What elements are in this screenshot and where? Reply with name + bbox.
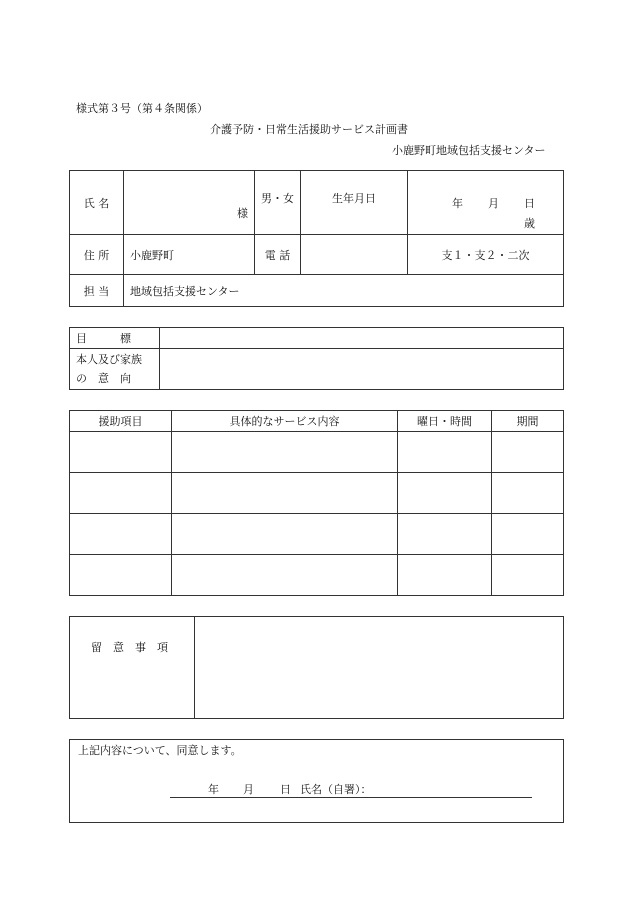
charge-value: 地域包括支援センター [130,284,240,298]
col-header-period [492,411,564,432]
table-row [70,555,564,596]
document-title: 介護予防・日常生活援助サービス計画書 [210,123,408,136]
notes-label-cell [70,617,195,719]
profile-table [69,170,564,307]
gender-options: 男・女 [261,191,294,205]
birth-label: 生年月日 [332,191,376,205]
consent-sign-label: 氏名（自署）： [300,783,372,796]
intent-label-line2: の 意 向 [76,372,131,385]
name-label: 氏 名 [83,196,110,210]
name-field[interactable] [124,171,255,235]
col-header-content [172,411,398,432]
name-label-cell [70,171,124,235]
service-schedule-cell[interactable] [398,473,492,514]
intent-label-cell [70,349,160,390]
age-label: 歳 [524,217,535,230]
charge-label-cell [70,275,124,307]
service-content-cell[interactable] [172,473,398,514]
day-label: 日 [524,197,535,210]
month-label: 月 [488,197,499,210]
care-level-options: 支１・支２・二次 [441,248,530,262]
birth-label-cell [301,171,408,235]
goal-field[interactable] [160,328,564,349]
care-level-field[interactable] [408,235,564,275]
address-field[interactable] [124,235,255,275]
service-schedule-cell[interactable] [398,432,492,473]
charge-label: 担 当 [83,284,110,298]
year-label: 年 [452,197,463,210]
notes-field[interactable] [195,617,564,719]
table-row [70,514,564,555]
birth-date-field[interactable] [408,171,564,235]
goal-label: 目 標 [76,332,131,345]
consent-year-label: 年 [208,783,219,796]
service-item-cell[interactable] [70,514,172,555]
table-row [70,473,564,514]
intent-field[interactable] [160,349,564,390]
service-item-cell[interactable] [70,473,172,514]
service-period-cell[interactable] [492,514,564,555]
address-value: 小鹿野町 [130,248,174,262]
gender-field[interactable] [255,171,301,235]
service-content-cell[interactable] [172,432,398,473]
honorific: 様 [237,207,248,220]
notes-label: 留 意 事 項 [91,641,168,654]
form-number: 様式第３号（第４条関係） [76,102,208,115]
service-period-cell[interactable] [492,432,564,473]
services-table [69,410,564,596]
consent-box [69,739,564,823]
service-schedule-cell[interactable] [398,555,492,596]
service-content-cell[interactable] [172,555,398,596]
col-header-schedule-label: 曜日・時間 [417,415,472,428]
charge-field[interactable] [124,275,564,307]
service-period-cell[interactable] [492,555,564,596]
service-item-cell[interactable] [70,432,172,473]
service-period-cell[interactable] [492,473,564,514]
address-label: 住 所 [83,248,110,262]
phone-label: 電 話 [264,248,291,262]
service-item-cell[interactable] [70,555,172,596]
phone-field[interactable] [301,235,408,275]
goals-table [69,327,564,390]
col-header-schedule [398,411,492,432]
notes-table [69,616,564,719]
col-header-period-label: 期間 [516,415,539,428]
consent-text: 上記内容について、同意します。 [78,744,242,757]
consent-month-label: 月 [243,783,254,796]
col-header-item-label: 援助項目 [98,415,143,428]
address-label-cell [70,235,124,275]
phone-label-cell [255,235,301,275]
intent-label-line1: 本人及び家族 [76,353,142,366]
col-header-content-label: 具体的なサービス内容 [229,415,340,428]
service-content-cell[interactable] [172,514,398,555]
consent-day-label: 日 [280,783,291,796]
table-row [70,432,564,473]
issuer-name: 小鹿野町地域包括支援センター [392,144,546,157]
service-schedule-cell[interactable] [398,514,492,555]
signature-line[interactable] [170,797,532,798]
goal-label-cell [70,328,160,349]
col-header-item [70,411,172,432]
